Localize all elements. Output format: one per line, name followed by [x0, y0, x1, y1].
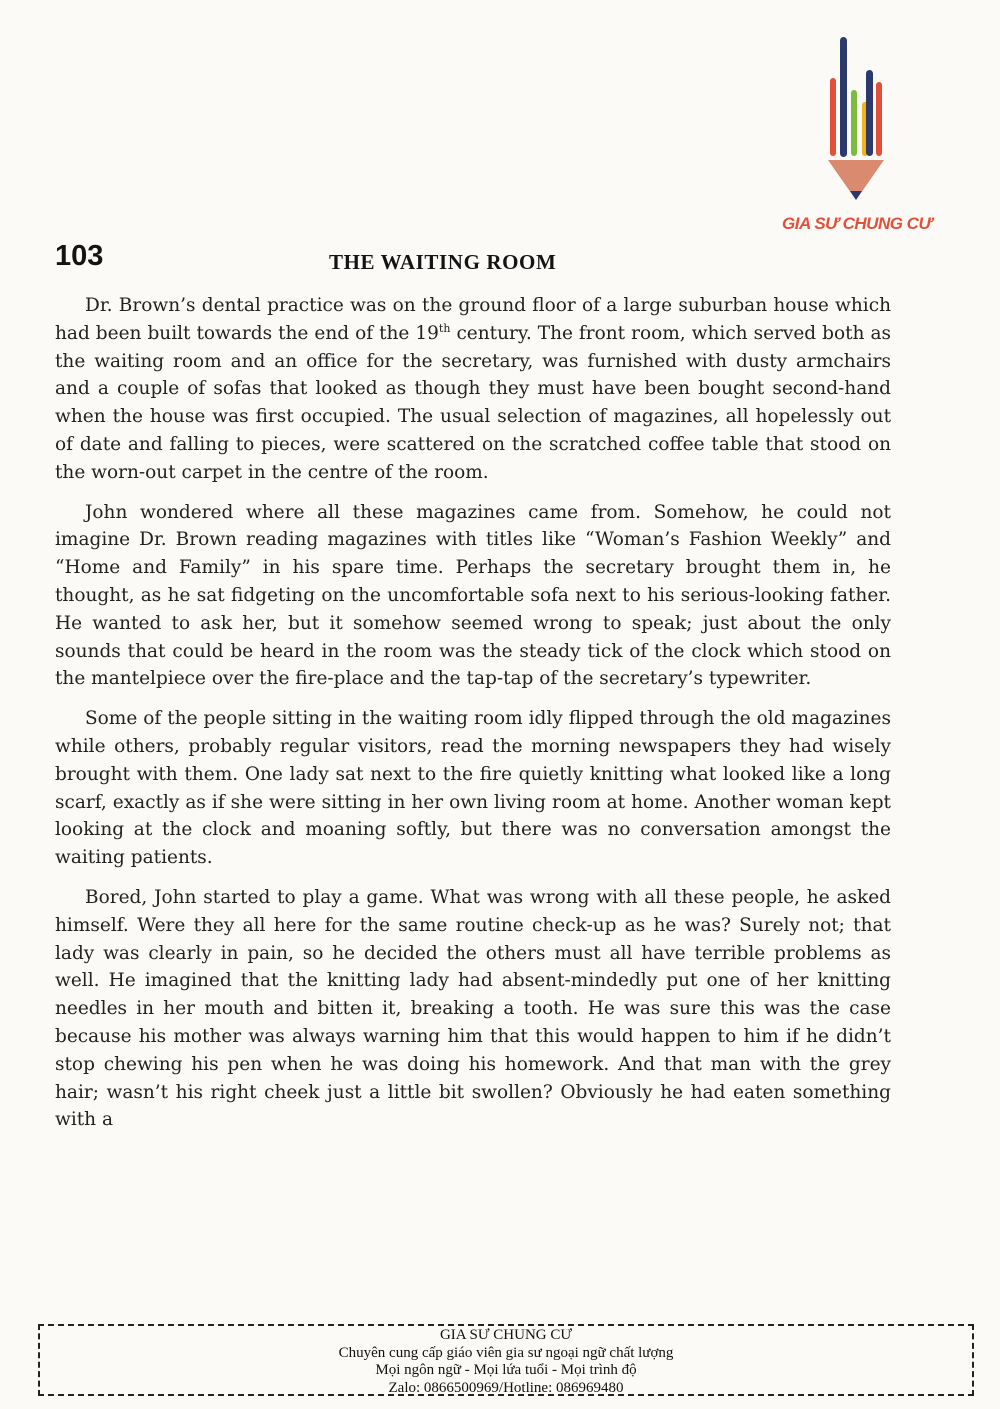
- paragraph-1-superscript: th: [438, 321, 451, 335]
- logo-bar-red-1: [830, 78, 836, 156]
- footer-line-contact: Zalo: 0866500969/Hotline: 086969480: [388, 1379, 624, 1396]
- reading-passage: [55, 292, 891, 1146]
- paragraph-1: [55, 292, 891, 487]
- logo-bar-navy-2: [866, 70, 873, 156]
- footer-contact-box: [38, 1324, 974, 1396]
- footer-line-service: Chuyên cung cấp giáo viên gia sư ngoại ngữ chất lượng: [338, 1344, 674, 1361]
- logo-bar-navy-1: [840, 37, 847, 157]
- logo-bar-red-2: [876, 82, 882, 156]
- paragraph-1-part-1: Dr. Brown’s dental practice was on the ground floor of a large suburban house which had been built towards the end of the 19: [55, 295, 891, 344]
- paragraph-1-part-2: century. The front room, which served both as the waiting room and an office for the secretary, was furnished with dusty armchairs and a couple of sofas that looked as though they must have been bought second-hand when the house was first occupied. The usual selection of magazines, all hopelessly out of date and falling to pieces, were scattered on the scratched coffee table that stood on the worn-out carpet in the centre of the room.: [55, 322, 891, 483]
- exercise-header: [55, 240, 895, 280]
- paragraph-4: Bored, John started to play a game. What was wrong with all these people, he asked himself. Were they all here for the same routine check-up as he was? Surely not; that lady was clearly in pain, so he decided the others must all have terrible problems as well. He imagined that the knitting lady had absent-mindedly put one of her knitting needles in her mouth and bitten it, breaking a tooth. He was sure this was the case because his mother was always warning him that this would happen to him if he didn’t stop chewing his pen when he was doing his homework. And that man with the grey hair; wasn’t his right cheek just a little bit swollen? Obviously he had eaten something with a: [55, 886, 891, 1131]
- paragraph-3: Some of the people sitting in the waiting room idly flipped through the old magazines while others, probably regular visitors, read the morning newspapers they had wisely brought with them. One lady sat next to the fire quietly knitting what looked like a long scarf, exactly as if she were sitting in her own living room at home. Another woman kept looking at the clock and moaning softly, but there was no conversation amongst the waiting patients.: [55, 708, 891, 869]
- footer-line-scope: Mọi ngôn ngữ - Mọi lứa tuổi - Mọi trình độ: [375, 1362, 637, 1378]
- footer-line-brand: GIA SƯ CHUNG CƯ: [439, 1327, 573, 1343]
- paragraph-2: John wondered where all these magazines came from. Somehow, he could not imagine Dr. Brown reading magazines with titles like “Woman’s Fashion Weekly” and “Home and Family” in his spare time. Perhaps the secretary brought them in, he thought, as he sat fidgeting on the uncomfortable sofa next to his serious-looking father. He wanted to ask her, but it somehow seemed wrong to speak; just about the only sounds that could be heard in the room was the steady tick of the clock which stood on the mantelpiece over the fire-place and the tap-tap of the secretary’s typewriter.: [55, 501, 891, 690]
- logo-bar-green: [851, 90, 857, 156]
- logo-pencil-point: [850, 191, 862, 200]
- brand-logo-pencil: [810, 30, 960, 240]
- brand-logo-text: GIA SƯ CHUNG CƯ: [782, 214, 932, 233]
- exercise-title: THE WAITING ROOM: [329, 250, 557, 274]
- exercise-number: 103: [55, 240, 104, 272]
